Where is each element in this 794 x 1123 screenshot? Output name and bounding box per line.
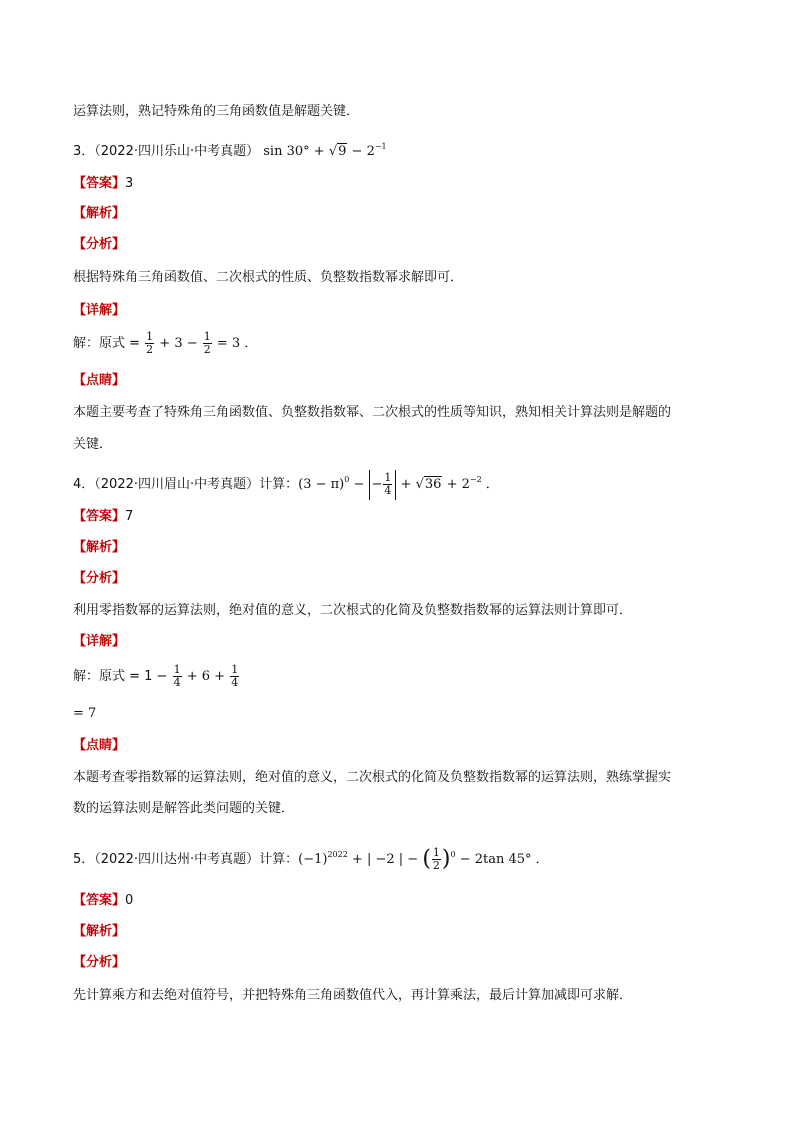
answer-value: 0 xyxy=(125,893,134,908)
fenxi-tag: 【分析】 xyxy=(73,237,126,252)
answer-row xyxy=(73,893,133,909)
exponent: −1 xyxy=(374,142,387,151)
math-term: + 2 xyxy=(442,477,470,492)
numerator: 1 xyxy=(173,663,181,676)
text-line: 运算法则，熟记特殊角的三角函数值是解题关键． xyxy=(73,104,360,119)
answer-row xyxy=(73,509,133,525)
math-operator: − xyxy=(349,477,369,492)
math-term: − 2tan 45° ． xyxy=(455,852,549,867)
math-operator: + xyxy=(396,477,416,492)
sqrt-symbol: √ xyxy=(415,477,424,492)
numerator: 1 xyxy=(203,330,211,343)
fenxi-tag: 【分析】 xyxy=(73,955,126,970)
comment-text: 数的运算法则是解答此类问题的关键． xyxy=(73,801,295,816)
math-term: = 3 ． xyxy=(212,336,258,351)
solution-prefix: 解：原式 = 1 − xyxy=(73,669,172,684)
absolute-value xyxy=(369,470,397,500)
answer-row xyxy=(73,176,133,192)
fenxi-text: 根据特殊角三角函数值、二次根式的性质、负整数指数幂求解即可． xyxy=(73,270,464,285)
solution-line: = 7 xyxy=(73,706,97,721)
detail-tag: 【详解】 xyxy=(73,303,126,318)
question-source: 4．（2022·四川眉山·中考真题）计算： xyxy=(73,477,299,492)
fraction xyxy=(203,331,212,356)
comment-tag: 【点睛】 xyxy=(73,373,126,388)
numerator: 1 xyxy=(146,330,154,343)
answer-tag: 【答案】 xyxy=(73,509,126,524)
analysis-tag: 【解析】 xyxy=(73,206,126,221)
exponent: 0 xyxy=(450,850,456,859)
exponent: 0 xyxy=(344,475,350,484)
denominator: 4 xyxy=(173,676,181,689)
math-term: (−1) xyxy=(298,852,328,867)
math-expression xyxy=(263,144,386,159)
right-paren: ) xyxy=(441,846,451,872)
exponent: −2 xyxy=(469,475,482,484)
math-term: + 3 − xyxy=(155,336,202,351)
answer-tag: 【答案】 xyxy=(73,176,126,191)
left-paren: ( xyxy=(422,846,431,872)
question-5 xyxy=(73,838,549,877)
denominator: 2 xyxy=(432,859,440,872)
question-3 xyxy=(73,139,387,160)
sqrt-radicand: 9 xyxy=(338,144,347,159)
math-term: + 6 + xyxy=(182,669,230,684)
comment-text: 本题主要考查了特殊角三角函数值、负整数指数幂、二次根式的性质等知识，熟知相关计算法则是解题的 xyxy=(73,405,672,420)
analysis-tag: 【解析】 xyxy=(73,540,126,555)
analysis-tag: 【解析】 xyxy=(73,924,126,939)
fenxi-tag: 【分析】 xyxy=(73,571,126,586)
math-operator: + xyxy=(309,144,329,159)
denominator: 4 xyxy=(231,676,239,689)
fenxi-text: 利用零指数幂的运算法则，绝对值的意义，二次根式的化简及负整数指数幂的运算法则计算即可． xyxy=(73,603,633,618)
math-term: sin 30° xyxy=(263,144,310,159)
solution-line xyxy=(73,662,240,692)
fraction xyxy=(145,331,154,356)
numerator: 1 xyxy=(231,663,239,676)
exponent: 2022 xyxy=(327,850,348,859)
math-operator: − xyxy=(371,476,383,492)
question-source: 3．（2022·四川乐山·中考真题） xyxy=(73,144,260,159)
sqrt-symbol: √ xyxy=(328,144,338,159)
solution-line xyxy=(73,330,257,358)
punctuation: ． xyxy=(481,477,499,492)
fenxi-text: 先计算乘方和去绝对值符号，并把特殊角三角函数值代入，再计算乘法，最后计算加减即可求解． xyxy=(73,988,633,1003)
math-term: (3 − π) xyxy=(298,477,345,492)
answer-tag: 【答案】 xyxy=(73,893,126,908)
sqrt-radicand: 36 xyxy=(424,477,442,492)
denominator: 2 xyxy=(146,343,154,356)
answer-value: 3 xyxy=(125,176,134,191)
denominator: 4 xyxy=(384,483,392,497)
math-term: + | −2 | − xyxy=(347,852,423,867)
solution-prefix: 解：原式 = xyxy=(73,336,145,351)
comment-tag: 【点睛】 xyxy=(73,738,126,753)
question-4 xyxy=(73,465,499,500)
fraction xyxy=(432,847,441,872)
fraction xyxy=(230,664,239,689)
detail-tag: 【详解】 xyxy=(73,634,126,649)
fraction xyxy=(383,472,392,497)
comment-text: 关键． xyxy=(73,437,113,452)
numerator: 1 xyxy=(384,470,392,484)
answer-value: 7 xyxy=(125,509,134,524)
comment-text: 本题考查零指数幂的运算法则，绝对值的意义，二次根式的化简及负整数指数幂的运算法则，熟练掌握实 xyxy=(73,770,672,785)
fraction xyxy=(173,664,182,689)
question-source: 5．（2022·四川达州·中考真题）计算： xyxy=(73,852,299,867)
math-term: − 2 xyxy=(347,144,375,159)
numerator: 1 xyxy=(432,846,440,859)
denominator: 2 xyxy=(203,343,211,356)
